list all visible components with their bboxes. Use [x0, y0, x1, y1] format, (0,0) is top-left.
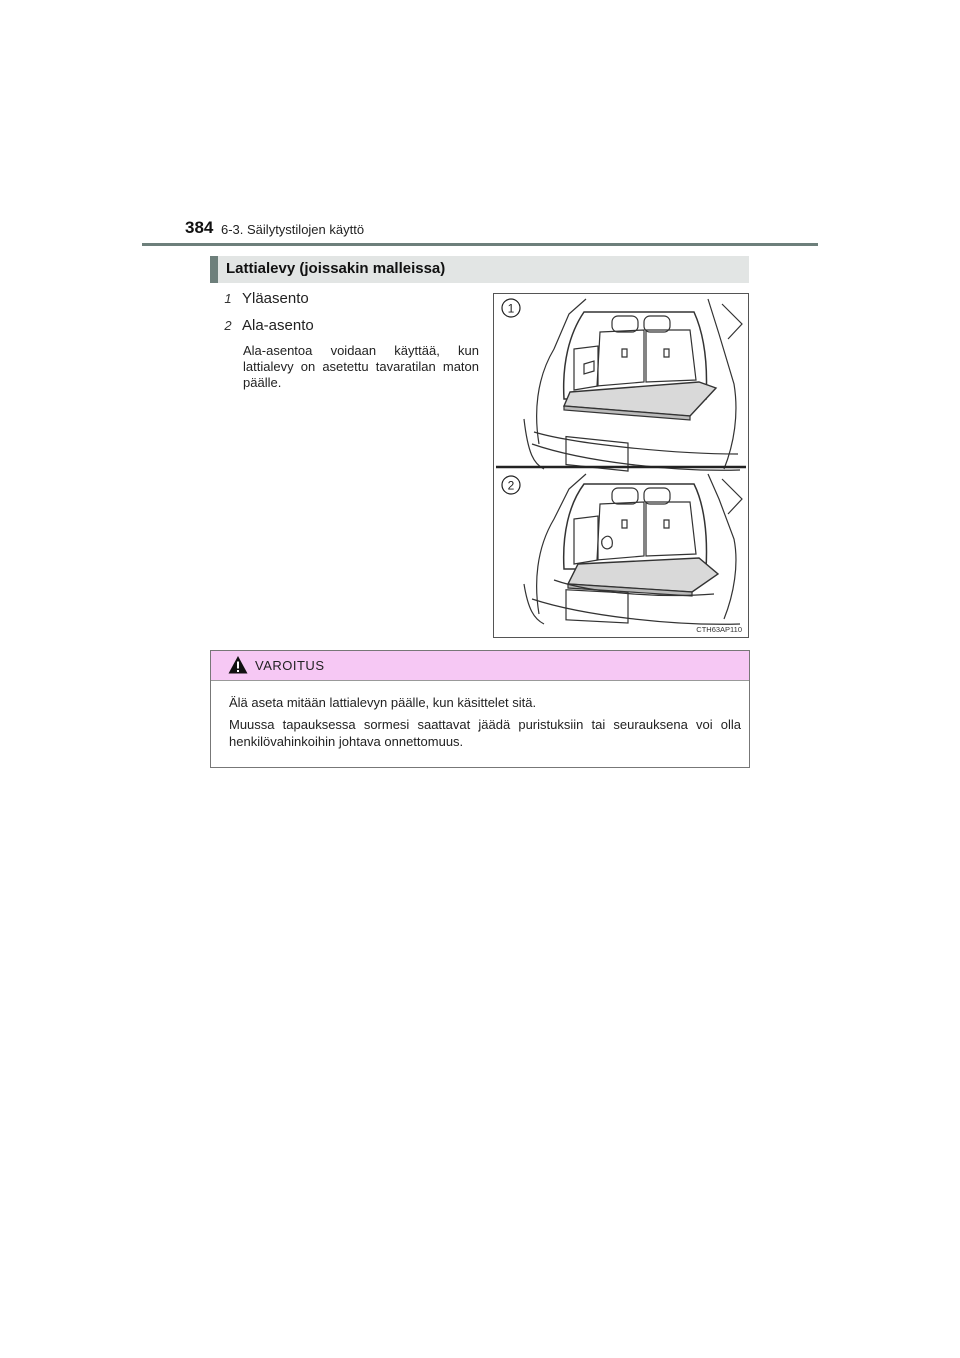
lower-position-drawing: [502, 474, 742, 624]
section-title: Lattialevy (joissakin malleissa): [226, 260, 446, 277]
lower-position-description: Ala-asentoa voidaan käyttää, kun lattialevy on asetettu tavaratilan maton päälle.: [243, 343, 479, 390]
item-number-badge: 2: [224, 318, 232, 333]
item-number-badge: 1: [224, 291, 232, 306]
callout-2-label: 2: [507, 478, 515, 493]
trunk-deck-board-illustration: [493, 293, 749, 638]
trunk-illustration-svg: [494, 294, 748, 637]
item-label: Yläasento: [242, 290, 309, 307]
header-divider: [142, 243, 818, 246]
warning-paragraph: Muussa tapauksessa sormesi saattavat jäädä puristuksiin tai seurauksena voi olla henkilövahinkoihin johtava onnettomuus.: [229, 717, 741, 749]
warning-title: VAROITUS: [255, 658, 325, 673]
warning-header: [211, 651, 749, 681]
page-number: 384: [185, 218, 214, 237]
warning-box: [210, 650, 750, 768]
warning-paragraph: Älä aseta mitään lattialevyn päälle, kun käsittelet sitä.: [229, 695, 537, 710]
item-label: Ala-asento: [242, 317, 314, 334]
warning-triangle-icon: [228, 655, 248, 675]
section-heading: [210, 256, 749, 283]
figure-code: CTH63AP110: [696, 625, 742, 634]
upper-position-drawing: [502, 299, 742, 471]
callout-1-label: 1: [507, 301, 515, 316]
chapter-title: 6-3. Säilytystilojen käyttö: [221, 222, 365, 237]
